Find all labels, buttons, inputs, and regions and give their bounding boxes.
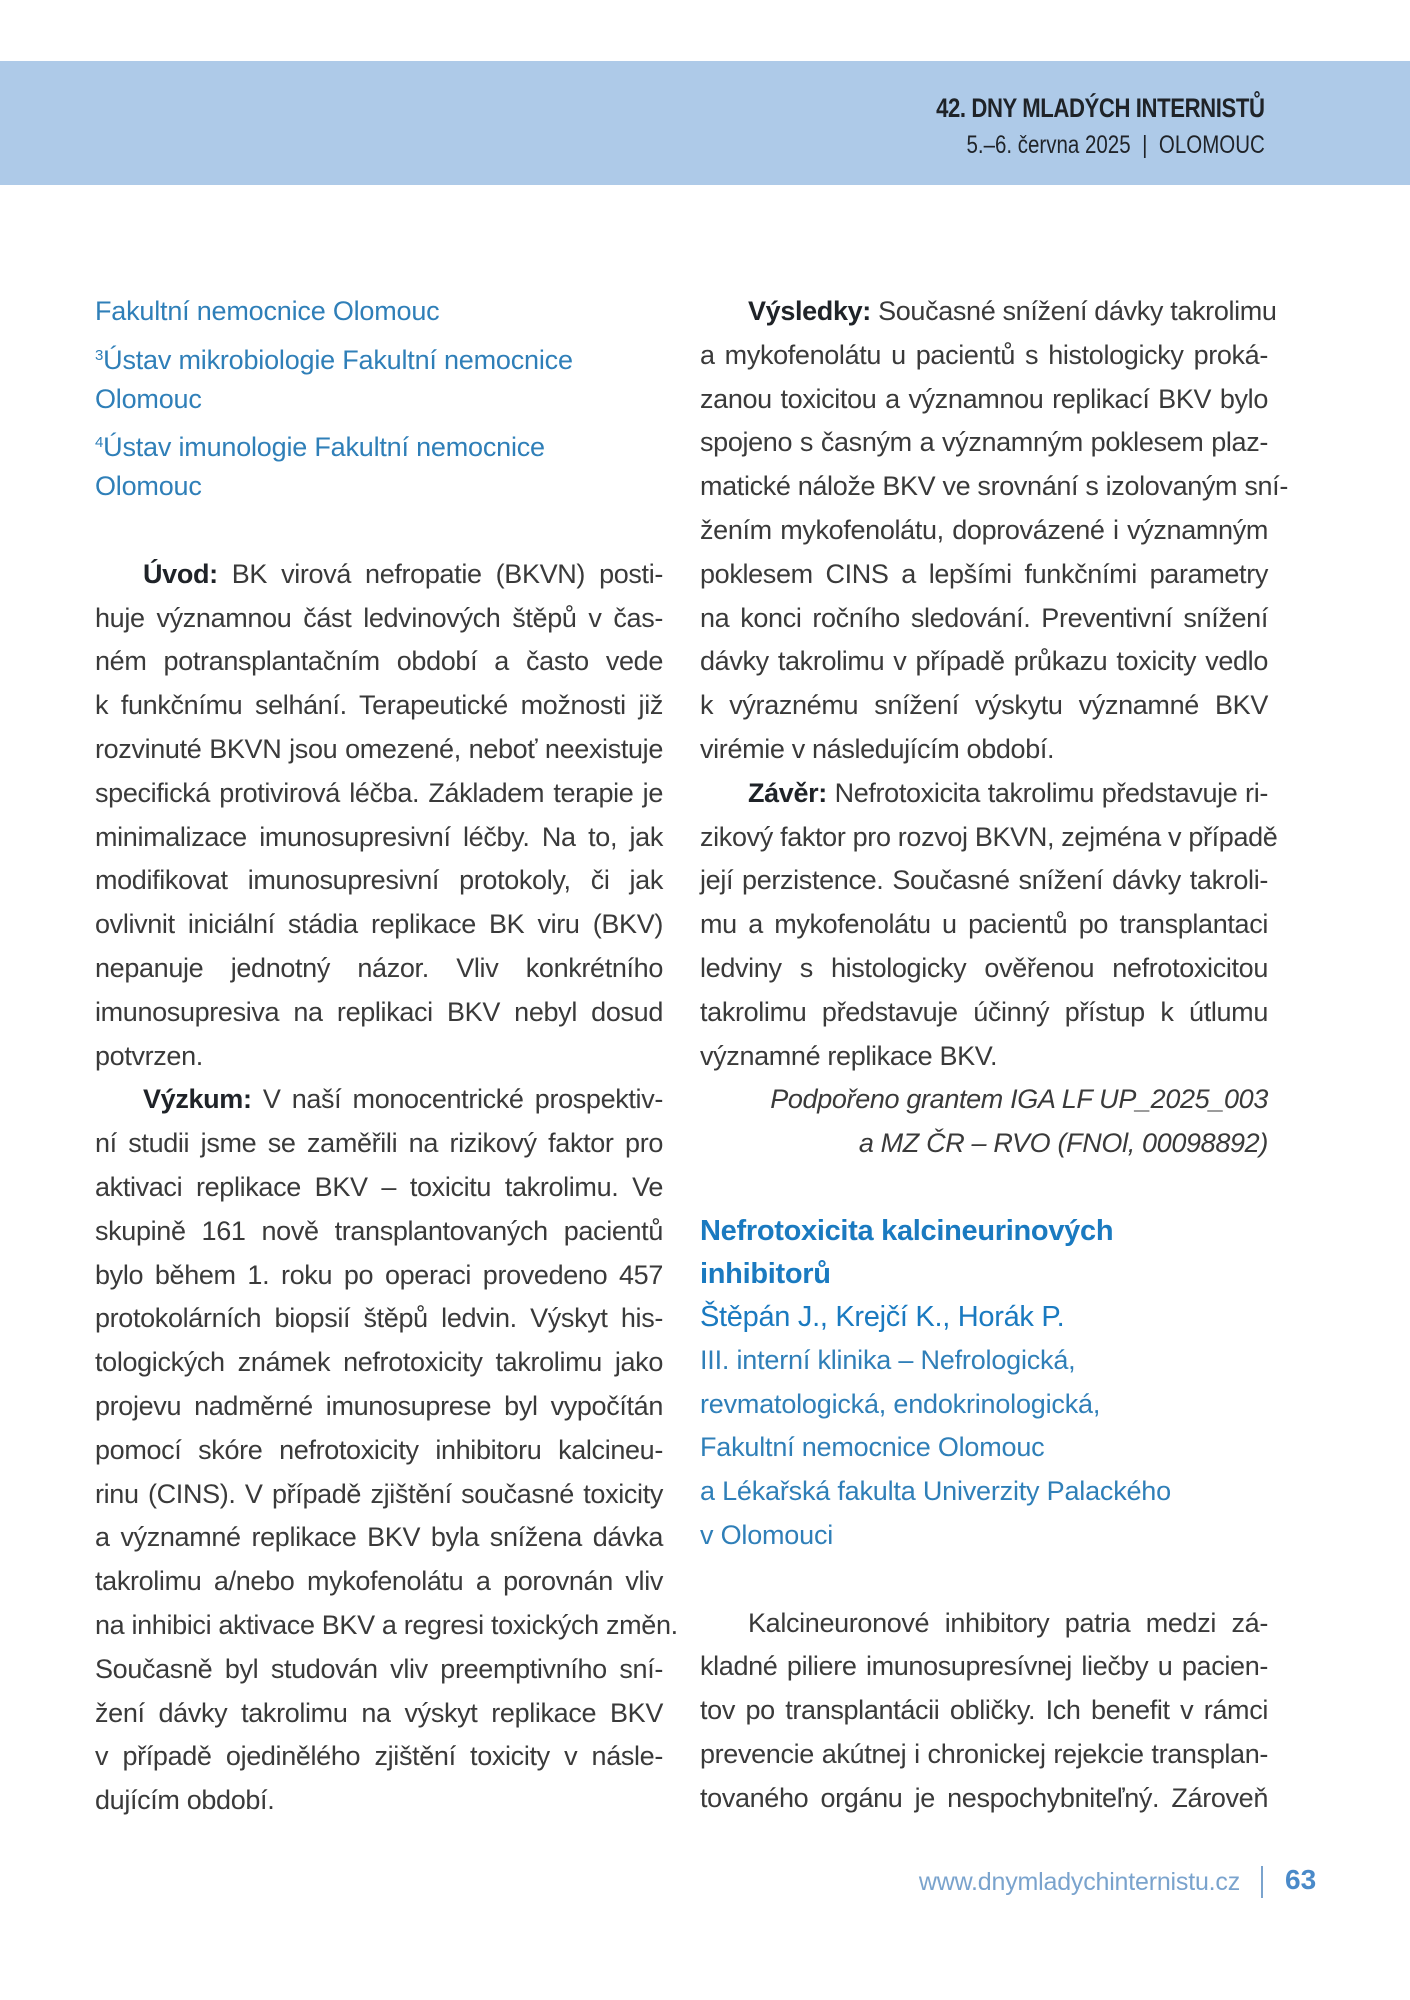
- paragraph-line: modifikovat imunosupresivní protokoly, či jak: [95, 865, 663, 896]
- paragraph-line: nepanuje jednotný názor. Vliv konkrétního: [95, 952, 663, 983]
- affiliation-line: Fakultní nemocnice Olomouc: [700, 1432, 1045, 1463]
- paragraph-line: huje významnou část ledvinových štěpů v čas-: [95, 602, 663, 633]
- paragraph-line: tologických známek nefrotoxicity takrolimu jako: [95, 1347, 663, 1378]
- paragraph-line: virémie v následujícím období.: [700, 733, 1055, 764]
- section-label-vyzkum: Výzkum:: [143, 1084, 252, 1115]
- section-label-zaver: Závěr:: [748, 777, 827, 808]
- spacer: [95, 509, 663, 553]
- paragraph-line: žení dávky takrolimu na výskyt replikace BKV: [95, 1697, 663, 1728]
- article-authors: Štěpán J., Krejčí K., Horák P.: [700, 1300, 1065, 1333]
- section-uvod: [95, 553, 663, 1079]
- line-text: Současné snížení dávky takrolimu: [870, 296, 1277, 326]
- paragraph-line: bylo během 1. roku po operaci provedeno 457: [95, 1259, 663, 1290]
- article-title-line: Nefrotoxicita kalcineurinových: [700, 1214, 1114, 1247]
- paragraph-line: ní studii jsme se zaměřili na rizikový faktor pro: [95, 1128, 663, 1159]
- paragraph-line: skupině 161 nově transplantovaných pacientů: [95, 1215, 663, 1246]
- conference-city: OLOMOUC: [1159, 131, 1265, 159]
- line-text: V naší monocentrické prospektiv-: [251, 1084, 663, 1115]
- paragraph-line: rozvinuté BKVN jsou omezené, neboť neexistuje: [95, 733, 663, 764]
- paragraph-line: takrolimu představuje účinný přístup k útlumu: [700, 996, 1268, 1027]
- paragraph-line: zanou toxicitou a významnou replikací BKV bylo: [700, 383, 1268, 414]
- affiliation-line: [95, 334, 663, 378]
- paragraph-line: matické nálože BKV ve srovnání s izolovaným sní-: [700, 471, 1288, 502]
- section-zaver: [700, 772, 1278, 1079]
- paragraph-line: k výraznému snížení výskytu významné BKV: [700, 690, 1268, 721]
- paragraph-line: pomocí skóre nefrotoxicity inhibitoru kalcineu-: [95, 1434, 663, 1465]
- paragraph-line: zikový faktor pro rozvoj BKVN, zejména v případě: [700, 821, 1278, 852]
- paragraph-line: potvrzen.: [95, 1040, 203, 1071]
- conference-date: 5.–6. června 2025: [966, 131, 1131, 159]
- affiliation-line: v Olomouci: [700, 1519, 834, 1550]
- footer-website-link[interactable]: www.dnymladychinternistu.cz: [918, 1868, 1240, 1896]
- affiliation-line: Olomouc: [95, 383, 202, 414]
- paragraph-line: poklesem CINS a lepšími funkčními parametry: [700, 558, 1268, 589]
- grant-acknowledgement: [700, 1078, 1268, 1166]
- paragraph-line: na konci ročního sledování. Preventivní snížení: [700, 602, 1268, 633]
- paragraph-line: Kalcineuronové inhibitory patria medzi zá-: [748, 1607, 1268, 1638]
- next-article: [700, 1210, 1268, 1821]
- affiliation-text: Ústav imunologie Fakultní nemocnice: [103, 432, 545, 463]
- paragraph-line: významné replikace BKV.: [700, 1040, 998, 1071]
- paragraph-line: minimalizace imunosupresivní léčby. Na to, jak: [95, 821, 663, 852]
- paragraph-line: tov po transplantácii obličky. Ich benefit v rámci: [700, 1695, 1268, 1726]
- paragraph-line: na inhibici aktivace BKV a regresi toxických změn.: [95, 1609, 678, 1640]
- line-text: BK virová nefropatie (BKVN) posti-: [217, 558, 663, 589]
- section-vysledky: [700, 290, 1288, 772]
- paragraph-line: dujícím období.: [95, 1785, 275, 1816]
- paragraph-line: spojeno s časným a významným poklesem plaz-: [700, 427, 1268, 458]
- affiliation-line: Fakultní nemocnice Olomouc: [95, 296, 440, 326]
- paragraph-line: v případě ojedinělého zjištění toxicity v násle-: [95, 1741, 663, 1772]
- affiliation-line: revmatologická, endokrinologická,: [700, 1388, 1101, 1419]
- page-number: 63: [1285, 1864, 1317, 1895]
- affiliation-line: Olomouc: [95, 471, 202, 502]
- affiliation-line: [95, 421, 663, 465]
- spacer: [700, 1558, 1268, 1602]
- section-label-uvod: Úvod:: [143, 558, 218, 589]
- paragraph-line: [95, 553, 663, 597]
- paragraph-line: a významné replikace BKV byla snížena dávka: [95, 1522, 663, 1553]
- paragraph-line: dávky takrolimu v případě průkazu toxicity vedlo: [700, 646, 1268, 677]
- paragraph-line: ném potransplantačním období a často vede: [95, 646, 663, 677]
- affiliation-line: III. interní klinika – Nefrologická,: [700, 1344, 1076, 1375]
- paragraph-line: [700, 290, 1277, 334]
- paragraph-line: a mykofenolátu u pacientů s histologicky proká-: [700, 339, 1268, 370]
- paragraph-line: tovaného orgánu je nespochybniteľný. Zároveň: [700, 1782, 1268, 1813]
- footer-separator: [1261, 1866, 1263, 1898]
- paragraph-line: aktivaci replikace BKV – toxicitu takrolimu. Ve: [95, 1171, 663, 1202]
- section-label-vysledky: Výsledky:: [748, 296, 871, 326]
- paragraph-line: rinu (CINS). V případě zjištění současné toxicity: [95, 1478, 663, 1509]
- paragraph-line: takrolimu a/nebo mykofenolátu a porovnán vliv: [95, 1566, 663, 1597]
- affiliation-superscript: 3: [95, 346, 104, 364]
- right-column: [700, 290, 1288, 1821]
- section-vyzkum: [95, 1078, 678, 1823]
- conference-title: 42. DNY MLADÝCH INTERNISTŮ: [936, 93, 1265, 123]
- header-separator: |: [1142, 131, 1148, 159]
- paragraph-line: projevu nadměrné imunosuprese byl vypočítán: [95, 1390, 663, 1421]
- paragraph-line: mu a mykofenolátu u pacientů po transplantaci: [700, 909, 1268, 940]
- affiliation-line: a Lékařská fakulta Univerzity Palackého: [700, 1476, 1171, 1507]
- paragraph-line: imunosupresiva na replikaci BKV nebyl dosud: [95, 996, 663, 1027]
- paragraph-line: specifická protivirová léčba. Základem terapie je: [95, 777, 663, 808]
- paragraph-line: protokolárních biopsií štěpů ledvin. Výskyt his-: [95, 1303, 663, 1334]
- grant-line: Podpořeno grantem IGA LF UP_2025_003: [770, 1084, 1268, 1115]
- affiliation-text: Ústav mikrobiologie Fakultní nemocnice: [103, 344, 573, 375]
- conference-date-location: [967, 131, 1265, 160]
- paragraph-line: ovlivnit iniciální stádia replikace BK viru (BKV): [95, 909, 663, 940]
- paragraph-line: kladné piliere imunosupresívnej liečby u pacien-: [700, 1651, 1268, 1682]
- affiliation-superscript: 4: [95, 434, 104, 452]
- paragraph-line: ledviny s histologicky ověřenou nefrotoxicitou: [700, 952, 1268, 983]
- grant-line: a MZ ČR – RVO (FNOl, 00098892): [858, 1128, 1268, 1159]
- affiliations: [95, 290, 663, 509]
- spacer: [700, 1166, 1268, 1210]
- line-text: Nefrotoxicita takrolimu představuje ri-: [826, 777, 1268, 808]
- paragraph-line: k funkčnímu selhání. Terapeutické možnosti již: [95, 690, 663, 721]
- paragraph-line: [95, 1078, 663, 1122]
- left-column: [95, 290, 678, 1823]
- paragraph-line: Současně byl studován vliv preemptivního sní-: [95, 1653, 663, 1684]
- paragraph-line: její perzistence. Současné snížení dávky takroli-: [700, 865, 1268, 896]
- article-title-line: inhibitorů: [700, 1257, 831, 1290]
- paragraph-line: žením mykofenolátu, doprovázené i významným: [700, 514, 1268, 545]
- paragraph-line: prevencie akútnej i chronickej rejekcie transplan-: [700, 1738, 1268, 1769]
- paragraph-line: [700, 772, 1268, 816]
